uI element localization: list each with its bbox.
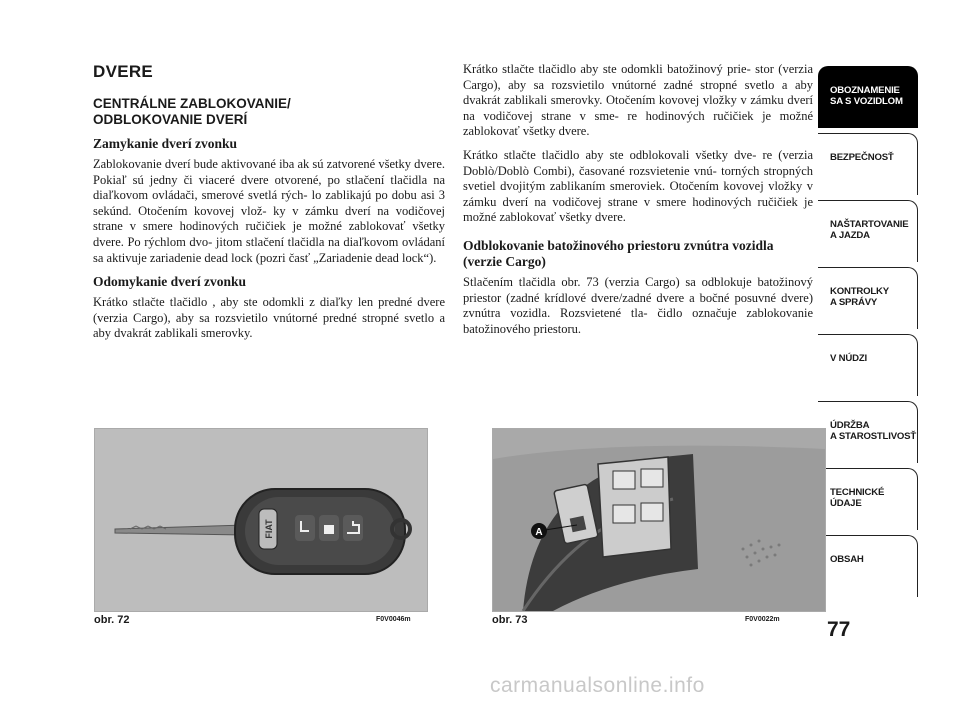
- figure-72-code: F0V0046m: [376, 616, 411, 623]
- callout-label: A: [535, 527, 543, 538]
- unlock-text: Krátko stlačte tlačidlo , aby ste odomkli z diaľky len predné dvere (verzia Cargo), aby sa rozsvietilo vnútorné predné stropné svetlo a aby dvakrát zablikali smerovky.: [93, 295, 445, 341]
- tab-bezpecnost[interactable]: BEZPEČNOSŤ: [818, 133, 918, 195]
- trunk-text: Stlačením tlačidla obr. 73 (verzia Cargo) sa odblokuje batožinový priestor (zadné krídlové dvere/zadné dvere a bočné posuvné dvere) zvnútra vozidla. Rozsvietené tla- čidlo označuje zablokovanie batožinového priestoru.: [463, 274, 813, 336]
- tab-nastartovanie[interactable]: NAŠTARTOVANIE A JAZDA: [818, 200, 918, 262]
- watermark: carmanualsonline.info: [490, 674, 705, 697]
- lock-heading: Zamykanie dverí zvonku: [93, 136, 238, 151]
- section-title: DVERE: [93, 62, 154, 81]
- trunk-button-icon: [343, 515, 363, 541]
- figure-73-code: F0V0022m: [745, 616, 780, 623]
- trunk-heading: Odblokovanie batožinového priestoru zvnútra vozidla (verzie Cargo): [463, 237, 774, 269]
- tab-kontrolky[interactable]: KONTROLKY A SPRÁVY: [818, 267, 918, 329]
- figure-73-caption: obr. 73: [492, 614, 528, 626]
- tab-technicke[interactable]: TECHNICKÉ ÚDAJE: [818, 468, 918, 530]
- figure-key-fob: [94, 428, 428, 612]
- trunk-unlock-text: Krátko stlačte tlačidlo aby ste odomkli batožinový prie- stor (verzia Cargo), aby sa rozsvietilo vnútorné zadné stropné svetlo a aby dvakrát zablikali smerovky. Otočením kovovej vložky v zámku dverí na vodičovej strane v sme- re hodinových ručičiek je možné zablokovať všetky dvere.: [463, 62, 813, 139]
- tab-udrzba[interactable]: ÚDRŽBA A STAROSTLIVOSŤ: [818, 401, 918, 463]
- lock-button-icon: [319, 515, 339, 541]
- figure-72-caption: obr. 72: [94, 614, 130, 626]
- chapter-sidebar: [818, 66, 918, 602]
- tab-oboznamenie[interactable]: OBOZNAMENIE SA S VOZIDLOM: [818, 66, 918, 128]
- figure-door-panel: [492, 428, 826, 612]
- tab-obsah[interactable]: OBSAH: [818, 535, 918, 597]
- key-fob-illustration: [95, 429, 427, 611]
- trunk-lock-button-icon: [570, 516, 587, 533]
- right-column: [463, 62, 813, 345]
- unlock-heading: Odomykanie dverí zvonku: [93, 274, 247, 290]
- subtitle: CENTRÁLNE ZABLOKOVANIE/ ODBLOKOVANIE DVERÍ: [93, 96, 291, 127]
- unlock-button-icon: [295, 515, 315, 541]
- page-number: 77: [827, 618, 851, 641]
- lock-text: Zablokovanie dverí bude aktivované iba ak sú zatvorené všetky dvere. Pokiaľ sú jedny či viaceré dvere otvorené, po stlačení tlačidla na diaľkovom ovládači, smerové svetlá rých- lo zablikajú po dobu asi 3 sekúnd. Otočením kovovej vlož- ky v zámku dverí na vodičovej strane v smere hodinových ručičiek je možné zablokovať všetky dvere. Po rýchlom dvo- jitom stlačení tlačidla na diaľkovom ovládaní sa aktivuje zariadenie dead lock (pozri časť „Zariadenie dead lock“).: [93, 157, 445, 265]
- left-column: [93, 62, 445, 350]
- tab-v-nudzi[interactable]: V NÚDZI: [818, 334, 918, 396]
- all-doors-unlock-text: Krátko stlačte tlačidlo aby ste odblokovali všetky dve- re (verzia Doblò/Doblò Combi), časované rozsvietenie vnú- torných stropných svetiel dvojitým zablikaním smeroviek. Otočením kovovej vložky v zámku dverí na vodičovej strane v smere hodinových ručičiek je možné zablokovať všetky dvere.: [463, 147, 813, 225]
- door-panel-illustration: [493, 429, 825, 611]
- svg-text:FIAT: FIAT: [264, 519, 274, 539]
